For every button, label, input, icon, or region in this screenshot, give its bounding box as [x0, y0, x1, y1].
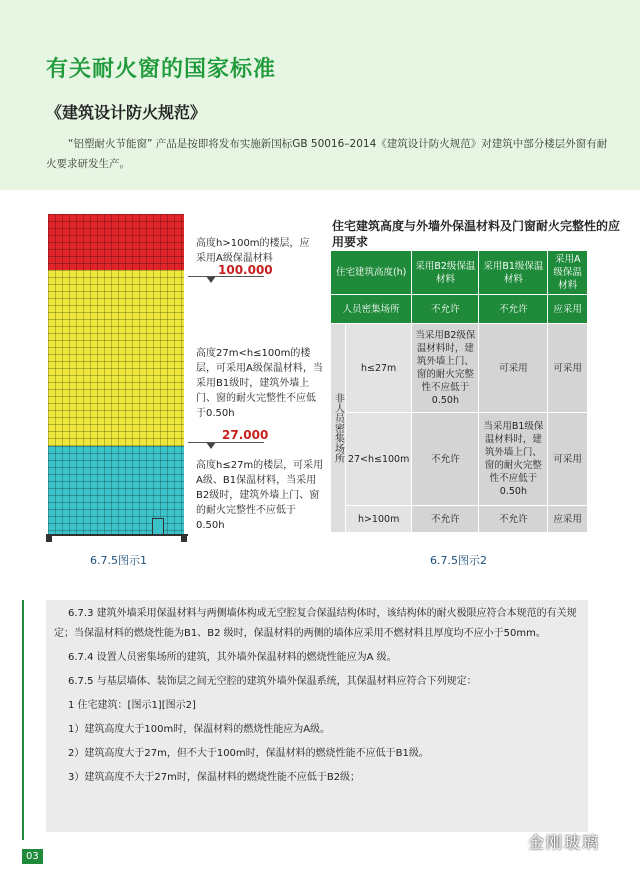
page-number: 03: [22, 849, 43, 864]
cell: 应采用: [548, 506, 588, 533]
table-title: 住宅建筑高度与外墙外保温材料及门窗耐火完整性的应用要求: [332, 219, 621, 249]
annotation-mid: 高度27m<h≤100m的楼层，可采用A级保温材料，当采用B1级时，建筑外墙上门、窗的耐火完整性不应低于0.50h: [196, 348, 323, 419]
annotation-low: 高度h≤27m的楼层，可采用A级、B1保温材料，当采用B2级时，建筑外墙上门、窗的耐火完整性不应低于0.50h: [196, 460, 324, 531]
header-height: 住宅建筑高度(h): [331, 251, 412, 295]
row-label: h>100m: [345, 506, 411, 533]
figure-1-caption: 6.7.5图示1: [90, 554, 147, 567]
level-line-27: [188, 442, 264, 443]
side-accent-bar: [22, 600, 24, 840]
intro-paragraph: “铝塑耐火节能窗” 产品是按即将发布实施新国标GB 50016–2014《建筑设计防火规范》对建筑中部分楼层外窗有耐火要求研发生产。: [46, 138, 608, 170]
note-673: 6.7.3 建筑外墙采用保温材料与两侧墙体构成无空腔复合保温结构体时，该结构体的耐火极限应符合本规范的有关规定；当保温材料的燃烧性能为B1、B2 级时，保温材料的两侧的墙体应采用不燃材料且厚度均不应小于50mm。: [54, 608, 577, 639]
level-marker-27-icon: [206, 442, 216, 449]
note-674: 6.7.4 设置人员密集场所的建筑，其外墙外保温材料的燃烧性能应为A 级。: [68, 652, 397, 663]
header-b1: 采用B1级保温材料: [479, 251, 548, 295]
note-675: 6.7.5 与基层墙体、装饰层之间无空腔的建筑外墙外保温系统，其保温材料应符合下列规定：: [68, 676, 477, 687]
ground-marker-right: [181, 534, 187, 542]
row-label: 人员密集场所: [331, 295, 412, 324]
building-illustration: [48, 214, 184, 534]
note-item-1: 1 住宅建筑：[图示1][图示2]: [68, 700, 196, 711]
cell: 可采用: [479, 324, 548, 413]
building-zone-high: [48, 214, 184, 270]
annotation-high: 高度h>100m的楼层，应采用A级保温材料: [196, 238, 310, 264]
table-row: [331, 324, 588, 413]
side-label-text: 非人员密集场所: [332, 393, 344, 463]
page-title: 有关耐火窗的国家标准: [46, 57, 277, 82]
header-b2: 采用B2级保温材料: [412, 251, 479, 295]
section-title: 《建筑设计防火规范》: [46, 103, 207, 122]
side-label: [331, 324, 346, 533]
table-row: [331, 506, 588, 533]
note-item-1-2: 2）建筑高度大于27m，但不大于100m时，保温材料的燃烧性能不应低于B1级。: [68, 748, 429, 759]
cell: 可采用: [548, 324, 588, 413]
row-label: 27<h≤100m: [345, 413, 411, 506]
cell: 不允许: [412, 506, 479, 533]
table-row: [331, 413, 588, 506]
notes-box: [46, 600, 588, 832]
figure-2-caption: 6.7.5图示2: [430, 554, 487, 567]
level-marker-100-icon: [206, 276, 216, 283]
level-100-label: 100.000: [218, 263, 273, 277]
level-27-label: 27.000: [222, 428, 269, 442]
note-item-1-3: 3）建筑高度不大于27m时，保温材料的燃烧性能不应低于B2级；: [68, 772, 361, 783]
ground-line: [46, 534, 188, 536]
table-header-row: [331, 251, 588, 295]
cell: 当采用B2级保温材料时，建筑外墙上门、窗的耐火完整性不应低于0.50h: [412, 324, 479, 413]
building-zone-mid: [48, 270, 184, 446]
watermark: 金刚玻璃: [528, 833, 601, 852]
cell: 可采用: [548, 413, 588, 506]
cell: 应采用: [548, 295, 588, 324]
table-row-crowd: [331, 295, 588, 324]
cell: 不允许: [479, 506, 548, 533]
cell: 不允许: [412, 413, 479, 506]
row-label: h≤27m: [345, 324, 411, 413]
cell: 当采用B1级保温材料时，建筑外墙上门、窗的耐火完整性不应低于0.50h: [479, 413, 548, 506]
note-item-1-1: 1）建筑高度大于100m时，保温材料的燃烧性能应为A级。: [68, 724, 331, 735]
header-a: 采用A级保温材料: [548, 251, 588, 295]
requirements-table: [330, 250, 588, 533]
cell: 不允许: [412, 295, 479, 324]
cell: 不允许: [479, 295, 548, 324]
ground-marker-left: [46, 534, 52, 542]
